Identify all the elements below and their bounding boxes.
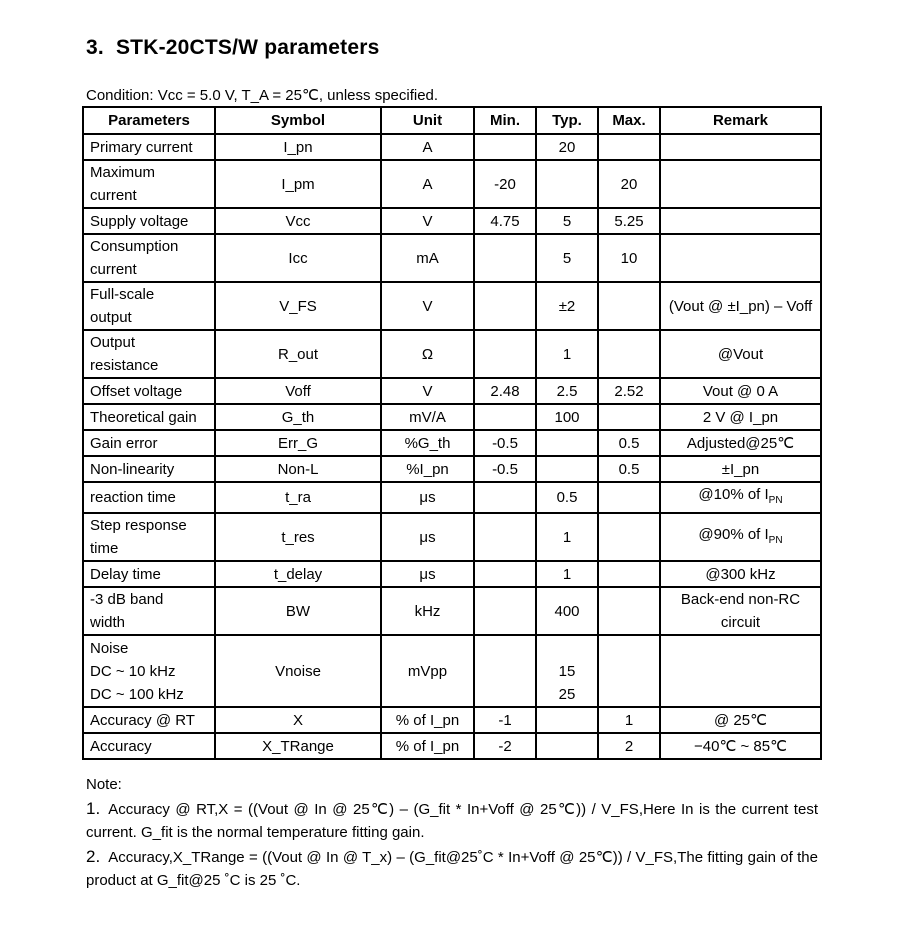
cell-remark [660, 330, 821, 378]
cell-unit: %I_pn [381, 456, 474, 482]
cell-min: -1 [474, 707, 536, 733]
parameter-line: Full-scale [90, 286, 155, 303]
parameter-line: reaction time [90, 489, 176, 506]
remark-subscript: PN [768, 495, 783, 506]
remark-text: @10% of I [698, 486, 769, 503]
cell-unit: A [381, 160, 474, 208]
cell-unit: Ω [381, 330, 474, 378]
cell-symbol: t_ra [215, 482, 381, 513]
note-text: Accuracy,X_TRange = ((Vout @ In @ T_x) – (G_fit@25˚C * In+Voff @ 25℃)) / V_FS,The fitting gain of the product at G_fit@25 ˚C is 25 ˚C. [86, 848, 818, 889]
table-row [83, 282, 821, 330]
cell-unit: V [381, 282, 474, 330]
cell-remark [660, 208, 821, 234]
cell-parameter [83, 635, 215, 707]
cell-typ [536, 707, 598, 733]
cell-max: 0.5 [598, 430, 660, 456]
cell-remark [660, 378, 821, 404]
cell-max [598, 482, 660, 513]
table-row [83, 513, 821, 561]
parameter-line: width [90, 614, 126, 631]
typ-line: 15 [558, 663, 576, 680]
header-typ: Typ. [536, 107, 598, 134]
remark-text: Adjusted@25℃ [686, 434, 795, 452]
cell-unit: mVpp [381, 635, 474, 707]
cell-min [474, 587, 536, 635]
table-row [83, 635, 821, 707]
cell-remark [660, 707, 821, 733]
parameter-line: time [90, 540, 119, 557]
cell-parameter [83, 482, 215, 513]
cell-unit: % of I_pn [381, 733, 474, 759]
table-row [83, 208, 821, 234]
cell-parameter [83, 513, 215, 561]
cell-symbol: X [215, 707, 381, 733]
parameter-line: Accuracy [90, 737, 152, 755]
cell-parameter [83, 134, 215, 160]
remark-text: ±I_pn [721, 460, 760, 478]
cell-parameter [83, 456, 215, 482]
table-row [83, 134, 821, 160]
parameter-line: -3 dB band [90, 591, 164, 608]
cell-symbol: Vcc [215, 208, 381, 234]
cell-typ: 1 [536, 561, 598, 587]
cell-symbol: Non-L [215, 456, 381, 482]
cell-unit: V [381, 208, 474, 234]
cell-unit: μs [381, 561, 474, 587]
remark-text: Back-end non-RC circuit [680, 591, 801, 631]
table-row [83, 404, 821, 430]
table-header-row [83, 107, 821, 134]
header-symbol: Symbol [215, 107, 381, 134]
parameter-line: output [90, 309, 132, 326]
cell-typ: 5 [536, 234, 598, 282]
cell-min: -0.5 [474, 430, 536, 456]
note-text: Accuracy @ RT,X = ((Vout @ In @ 25℃) – (G_fit * In+Voff @ 25℃)) / V_FS,Here In is the current test current. G_fit is the normal temperature fitting gain. [86, 800, 818, 841]
parameter-line: Non-linearity [90, 460, 175, 478]
parameter-line: current [90, 187, 137, 204]
cell-max: 2 [598, 733, 660, 759]
cell-max [598, 404, 660, 430]
cell-typ: ±2 [536, 282, 598, 330]
cell-remark [660, 234, 821, 282]
parameter-line: Gain error [90, 434, 158, 452]
parameter-line: Consumption [90, 238, 179, 255]
cell-parameter [83, 430, 215, 456]
cell-max: 20 [598, 160, 660, 208]
cell-typ: 0.5 [536, 482, 598, 513]
parameter-line: DC ~ 100 kHz [90, 685, 184, 703]
cell-typ [536, 733, 598, 759]
cell-parameter [83, 282, 215, 330]
cell-min: -0.5 [474, 456, 536, 482]
header-min: Min. [474, 107, 536, 134]
cell-symbol: t_res [215, 513, 381, 561]
cell-remark [660, 561, 821, 587]
remark-text: 2 V @ I_pn [702, 408, 779, 426]
cell-symbol: Vnoise [215, 635, 381, 707]
cell-max [598, 635, 660, 707]
cell-remark [660, 456, 821, 482]
cell-min [474, 134, 536, 160]
cell-parameter [83, 330, 215, 378]
cell-unit: % of I_pn [381, 707, 474, 733]
remark-text: @ 25℃ [714, 711, 767, 729]
cell-max [598, 513, 660, 561]
remark-text: (Vout @ ±I_pn) – Voff [668, 297, 813, 315]
cell-max: 2.52 [598, 378, 660, 404]
remark-text: −40℃ ~ 85℃ [694, 737, 787, 755]
notes [86, 773, 818, 893]
remark-text: @Vout [717, 345, 764, 363]
cell-min [474, 635, 536, 707]
cell-max [598, 134, 660, 160]
parameter-line: Maximum [90, 164, 156, 181]
cell-parameter [83, 707, 215, 733]
notes-heading: Note: [86, 776, 122, 793]
cell-unit: kHz [381, 587, 474, 635]
header-remark: Remark [660, 107, 821, 134]
cell-min [474, 282, 536, 330]
table-row [83, 733, 821, 759]
parameters-table [82, 106, 822, 760]
condition-text: Condition: Vcc = 5.0 V, T_A = 25℃, unless specified. [86, 87, 439, 104]
cell-min [474, 330, 536, 378]
section-heading: STK-20CTS/W parameters [115, 36, 380, 59]
cell-parameter [83, 234, 215, 282]
table-body [83, 134, 821, 759]
cell-symbol: X_TRange [215, 733, 381, 759]
cell-typ: 400 [536, 587, 598, 635]
cell-symbol: Err_G [215, 430, 381, 456]
cell-remark [660, 482, 821, 513]
parameter-line: current [90, 261, 137, 278]
cell-typ [536, 635, 598, 707]
cell-remark [660, 160, 821, 208]
cell-remark [660, 282, 821, 330]
table-row [83, 482, 821, 513]
parameter-line: Supply voltage [90, 212, 189, 230]
cell-remark [660, 430, 821, 456]
cell-typ: 1 [536, 330, 598, 378]
remark-text: @300 kHz [705, 565, 776, 583]
cell-parameter [83, 404, 215, 430]
cell-symbol: BW [215, 587, 381, 635]
parameter-line: Noise [90, 639, 129, 657]
parameter-line: Output [90, 334, 136, 351]
cell-parameter [83, 733, 215, 759]
cell-typ: 20 [536, 134, 598, 160]
cell-remark [660, 635, 821, 707]
cell-max: 0.5 [598, 456, 660, 482]
remark-text: Vout @ 0 A [702, 382, 779, 400]
cell-min: -2 [474, 733, 536, 759]
section-number: 3. [86, 36, 104, 59]
cell-unit: μs [381, 513, 474, 561]
cell-remark [660, 733, 821, 759]
cell-remark [660, 404, 821, 430]
cell-symbol: I_pm [215, 160, 381, 208]
note-number: 1. [86, 798, 101, 818]
parameter-line: Accuracy @ RT [90, 711, 195, 729]
cell-min: 2.48 [474, 378, 536, 404]
cell-max [598, 561, 660, 587]
cell-max [598, 587, 660, 635]
cell-max [598, 282, 660, 330]
remark-subscript: PN [768, 534, 783, 546]
parameter-line: Theoretical gain [90, 408, 197, 426]
cell-typ: 1 [536, 513, 598, 561]
cell-min [474, 561, 536, 587]
cell-remark [660, 587, 821, 635]
cell-max [598, 330, 660, 378]
note-number: 2. [86, 846, 101, 866]
cell-max: 5.25 [598, 208, 660, 234]
cell-symbol: Icc [215, 234, 381, 282]
note-item [86, 797, 818, 845]
header-max: Max. [598, 107, 660, 134]
cell-remark [660, 134, 821, 160]
cell-typ [536, 456, 598, 482]
typ-line: 25 [558, 686, 576, 703]
parameter-line: Offset voltage [90, 382, 183, 400]
cell-min: 4.75 [474, 208, 536, 234]
cell-typ: 2.5 [536, 378, 598, 404]
table-row [83, 430, 821, 456]
cell-parameter [83, 587, 215, 635]
cell-parameter [83, 160, 215, 208]
table-row [83, 234, 821, 282]
parameter-line: resistance [90, 357, 159, 374]
table-row [83, 561, 821, 587]
cell-unit: μs [381, 482, 474, 513]
cell-remark [660, 513, 821, 561]
table-row [83, 378, 821, 404]
section-title [86, 36, 379, 60]
cell-symbol: R_out [215, 330, 381, 378]
remark-text: @90% of I [698, 525, 769, 543]
cell-symbol: Voff [215, 378, 381, 404]
cell-unit: V [381, 378, 474, 404]
cell-symbol: V_FS [215, 282, 381, 330]
cell-min [474, 234, 536, 282]
cell-symbol: I_pn [215, 134, 381, 160]
cell-typ: 5 [536, 208, 598, 234]
table-row [83, 456, 821, 482]
parameter-line: DC ~ 10 kHz [90, 662, 176, 680]
parameter-line: Primary current [90, 138, 193, 156]
table-row [83, 707, 821, 733]
cell-unit: mV/A [381, 404, 474, 430]
cell-typ: 100 [536, 404, 598, 430]
cell-typ [536, 430, 598, 456]
cell-typ [536, 160, 598, 208]
cell-unit: %G_th [381, 430, 474, 456]
table-row [83, 330, 821, 378]
parameter-line: Delay time [90, 565, 161, 583]
cell-min [474, 404, 536, 430]
header-unit: Unit [381, 107, 474, 134]
cell-symbol: t_delay [215, 561, 381, 587]
cell-unit: mA [381, 234, 474, 282]
cell-parameter [83, 378, 215, 404]
header-parameters: Parameters [83, 107, 215, 134]
parameter-line: Step response [90, 517, 187, 534]
cell-min [474, 482, 536, 513]
table-row [83, 587, 821, 635]
cell-symbol: G_th [215, 404, 381, 430]
cell-min [474, 513, 536, 561]
cell-max: 10 [598, 234, 660, 282]
cell-parameter [83, 561, 215, 587]
cell-unit: A [381, 134, 474, 160]
cell-parameter [83, 208, 215, 234]
table-row [83, 160, 821, 208]
cell-min: -20 [474, 160, 536, 208]
note-item [86, 845, 818, 893]
cell-max: 1 [598, 707, 660, 733]
